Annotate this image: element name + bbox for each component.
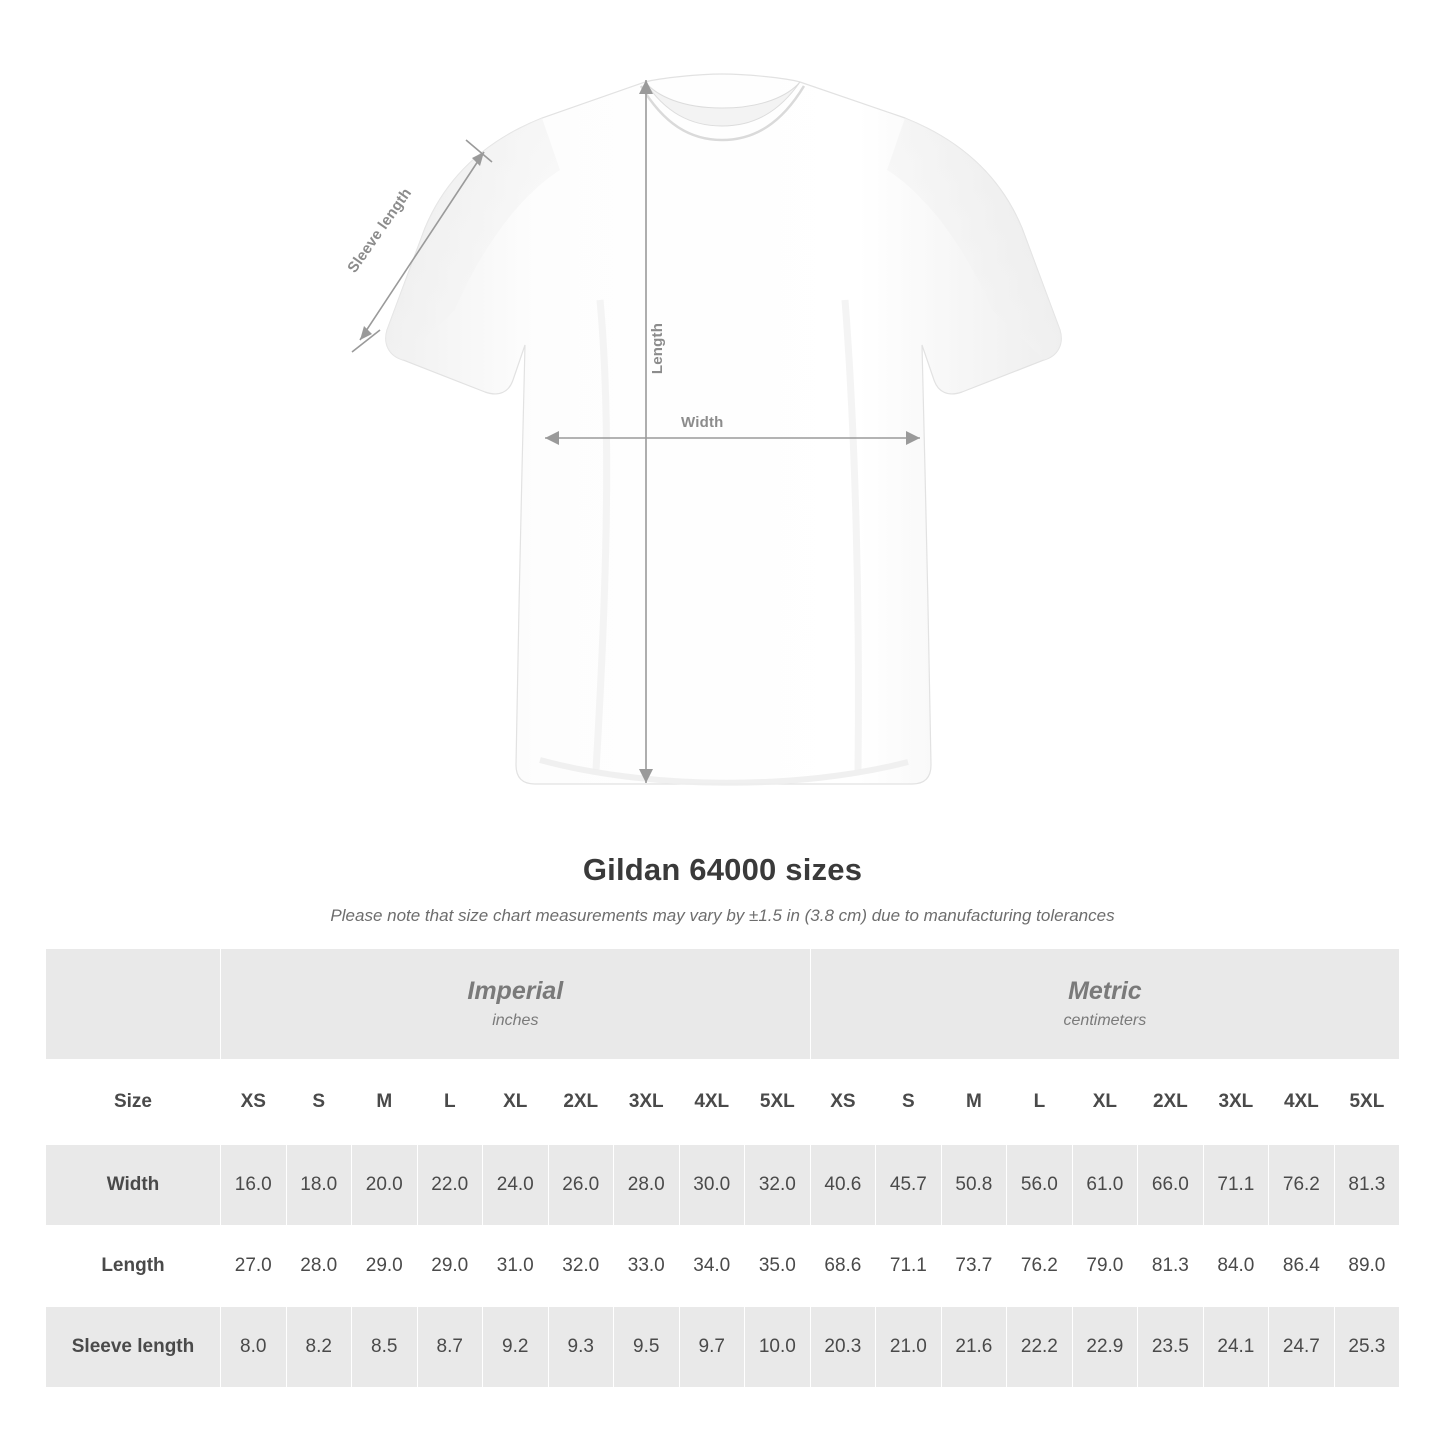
size-col-header: L [417, 1060, 483, 1145]
row-header-length: Length [46, 1226, 221, 1307]
cell-sleeve-length: 22.9 [1072, 1307, 1138, 1388]
cell-length: 79.0 [1072, 1226, 1138, 1307]
cell-width: 45.7 [876, 1145, 942, 1226]
cell-sleeve-length: 8.5 [352, 1307, 418, 1388]
cell-width: 61.0 [1072, 1145, 1138, 1226]
row-header-width: Width [46, 1145, 221, 1226]
cell-sleeve-length: 22.2 [1007, 1307, 1073, 1388]
cell-length: 32.0 [548, 1226, 614, 1307]
cell-width: 30.0 [679, 1145, 745, 1226]
row-header-size: Size [46, 1060, 221, 1145]
cell-sleeve-length: 9.5 [614, 1307, 680, 1388]
size-col-header: XS [221, 1060, 287, 1145]
size-col-header: S [286, 1060, 352, 1145]
size-col-header: 2XL [548, 1060, 614, 1145]
cell-sleeve-length: 24.1 [1203, 1307, 1269, 1388]
cell-length: 31.0 [483, 1226, 549, 1307]
cell-sleeve-length: 20.3 [810, 1307, 876, 1388]
cell-sleeve-length: 24.7 [1269, 1307, 1335, 1388]
unit-name-imperial: Imperial [467, 977, 564, 1006]
size-col-header: 3XL [1203, 1060, 1269, 1145]
cell-length: 33.0 [614, 1226, 680, 1307]
size-col-header: 2XL [1138, 1060, 1204, 1145]
unit-header-imperial [221, 949, 811, 1060]
size-col-header: 4XL [679, 1060, 745, 1145]
size-col-header: M [352, 1060, 418, 1145]
unit-sub-metric: centimeters [1063, 1011, 1147, 1029]
size-col-header: 5XL [745, 1060, 811, 1145]
cell-length: 89.0 [1334, 1226, 1400, 1307]
cell-sleeve-length: 10.0 [745, 1307, 811, 1388]
cell-length: 68.6 [810, 1226, 876, 1307]
cell-width: 22.0 [417, 1145, 483, 1226]
size-col-header: 3XL [614, 1060, 680, 1145]
size-col-header: L [1007, 1060, 1073, 1145]
cell-width: 56.0 [1007, 1145, 1073, 1226]
cell-width: 32.0 [745, 1145, 811, 1226]
cell-sleeve-length: 9.2 [483, 1307, 549, 1388]
cell-sleeve-length: 21.6 [941, 1307, 1007, 1388]
label-sleeve-length: Sleeve length [344, 184, 416, 277]
cell-sleeve-length: 8.0 [221, 1307, 287, 1388]
cell-length: 86.4 [1269, 1226, 1335, 1307]
cell-sleeve-length: 25.3 [1334, 1307, 1400, 1388]
unit-header-row [46, 949, 1400, 1060]
cell-sleeve-length: 21.0 [876, 1307, 942, 1388]
cell-width: 18.0 [286, 1145, 352, 1226]
cell-sleeve-length: 9.3 [548, 1307, 614, 1388]
cell-sleeve-length: 8.7 [417, 1307, 483, 1388]
cell-length: 35.0 [745, 1226, 811, 1307]
size-chart-table-wrapper [45, 948, 1400, 1388]
cell-length: 28.0 [286, 1226, 352, 1307]
table-row [46, 1307, 1400, 1388]
size-chart-table [45, 948, 1400, 1388]
cell-width: 40.6 [810, 1145, 876, 1226]
cell-width: 76.2 [1269, 1145, 1335, 1226]
cell-sleeve-length: 9.7 [679, 1307, 745, 1388]
size-header-row [46, 1060, 1400, 1145]
table-row [46, 1145, 1400, 1226]
unit-header-metric [810, 949, 1400, 1060]
cell-length: 27.0 [221, 1226, 287, 1307]
corner-cell [46, 949, 221, 1060]
cell-sleeve-length: 23.5 [1138, 1307, 1204, 1388]
table-row [46, 1226, 1400, 1307]
size-col-header: 4XL [1269, 1060, 1335, 1145]
cell-sleeve-length: 8.2 [286, 1307, 352, 1388]
tolerance-note: Please note that size chart measurements may vary by ±1.5 in (3.8 cm) due to manufacturing tolerances [330, 906, 1115, 925]
cell-length: 29.0 [417, 1226, 483, 1307]
size-col-header: M [941, 1060, 1007, 1145]
cell-length: 29.0 [352, 1226, 418, 1307]
label-length: Length [649, 322, 667, 375]
size-col-header: S [876, 1060, 942, 1145]
label-width: Width [681, 414, 724, 431]
cell-length: 84.0 [1203, 1226, 1269, 1307]
size-col-header: XL [1072, 1060, 1138, 1145]
cell-length: 76.2 [1007, 1226, 1073, 1307]
row-header-sleeve-length: Sleeve length [46, 1307, 221, 1388]
cell-width: 50.8 [941, 1145, 1007, 1226]
cell-length: 34.0 [679, 1226, 745, 1307]
size-col-header: XS [810, 1060, 876, 1145]
cell-width: 66.0 [1138, 1145, 1204, 1226]
page-title: Gildan 64000 sizes [582, 852, 863, 887]
cell-width: 28.0 [614, 1145, 680, 1226]
cell-width: 71.1 [1203, 1145, 1269, 1226]
cell-width: 26.0 [548, 1145, 614, 1226]
cell-length: 73.7 [941, 1226, 1007, 1307]
cell-width: 20.0 [352, 1145, 418, 1226]
unit-name-metric: Metric [1068, 977, 1142, 1006]
cell-width: 24.0 [483, 1145, 549, 1226]
cell-width: 81.3 [1334, 1145, 1400, 1226]
size-col-header: XL [483, 1060, 549, 1145]
cell-length: 71.1 [876, 1226, 942, 1307]
cell-width: 16.0 [221, 1145, 287, 1226]
cell-length: 81.3 [1138, 1226, 1204, 1307]
size-col-header: 5XL [1334, 1060, 1400, 1145]
unit-sub-imperial: inches [492, 1011, 539, 1029]
